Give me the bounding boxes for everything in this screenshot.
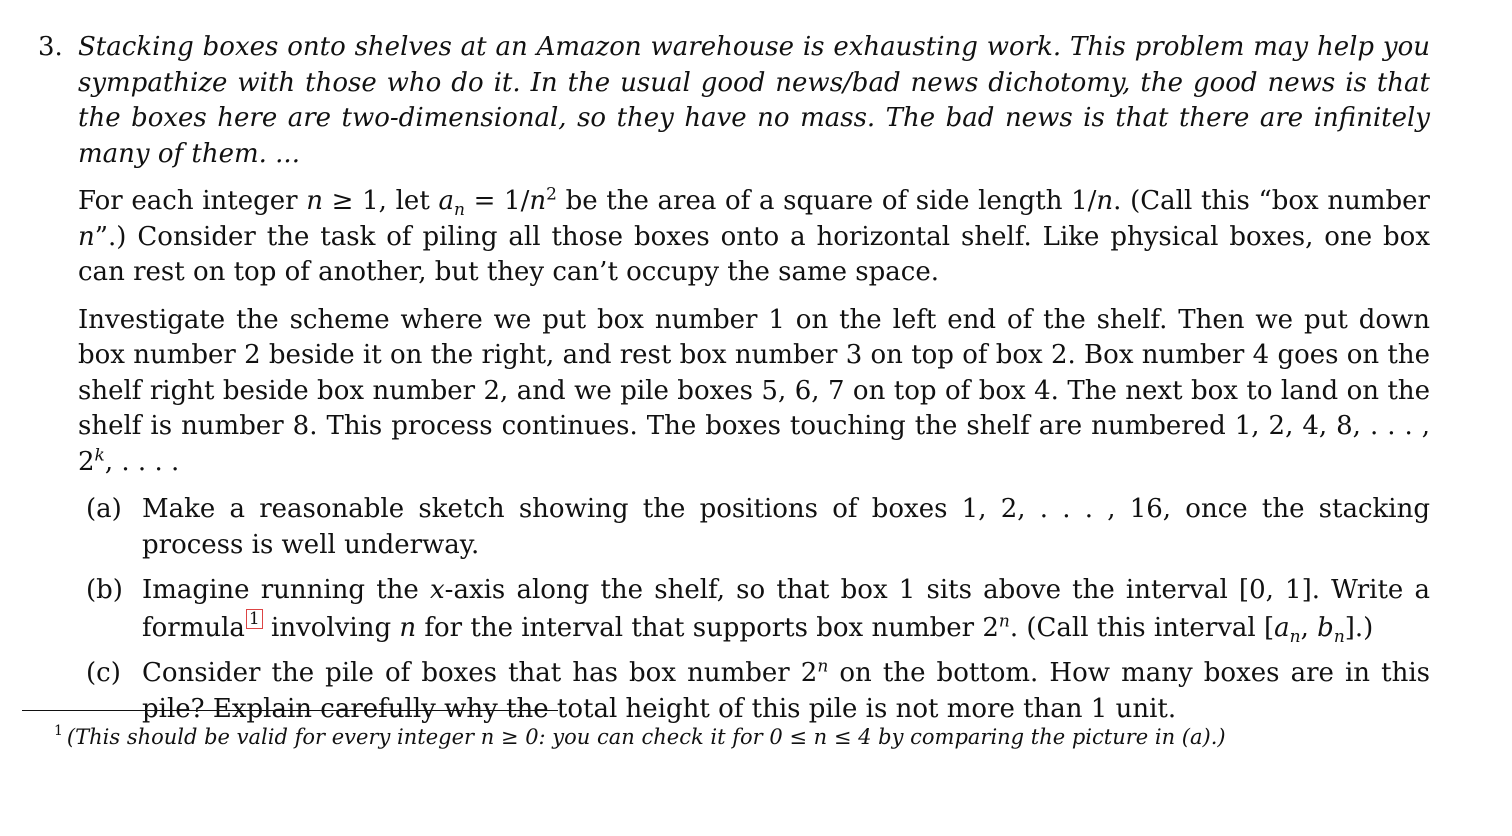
- part-a: [86, 492, 1430, 563]
- footnote-divider: [22, 710, 558, 711]
- paragraph-definition: For each integer n ≥ 1, let $a_n = 1/n^2$ be the area of a square of side length 1/n. (Call this “box number n”.) Consider the task of piling all those boxes onto a horizontal shelf. Like physical boxes, one box can rest on top of another, but they can’t occupy the same space.: [78, 184, 1430, 287]
- footnote: [54, 716, 1226, 752]
- problem-3: [38, 30, 1430, 737]
- problem-intro: Stacking boxes onto shelves at an Amazon warehouse is exhausting work. This problem may help you sympathize with those who do it. In the usual good news/bad news dichotomy, the good news is that the boxes here are two-dimensional, so they have no mass. The bad news is that there are infinitely many of them. ...: [78, 32, 1430, 169]
- part-a-label: (a): [86, 494, 122, 524]
- part-c: (c) Consider the pile of boxes that has box number 2$^n$ on the bottom. How many boxes are in this pile? Explain carefully why the total height of this pile is not more than 1 unit.: [86, 656, 1430, 724]
- part-a-text: Make a reasonable sketch showing the positions of boxes 1, 2, . . . , 16, once the stacking process is well underway.: [142, 494, 1430, 560]
- problem-number: 3.: [38, 32, 63, 62]
- problem-body: [78, 30, 1430, 727]
- part-b: (b) Imagine running the x-axis along the shelf, so that box 1 sits above the interval [0, 1]. Write a formula 1 involving n for the interval that supports box number 2$^n$. (Call this interval [$a_n$, $b_n$].): [86, 575, 1430, 647]
- part-b-label: (b): [86, 575, 123, 605]
- problem-parts: [86, 492, 1430, 727]
- part-c-label: (c): [86, 658, 121, 688]
- paragraph-scheme: Investigate the scheme where we put box number 1 on the left end of the shelf. Then we put down box number 2 beside it on the right, and rest box number 3 on top of box 2. Box number 4 goes on the shelf right beside box number 2, and we pile boxes 5, 6, 7 on top of box 4. The next box to land on the shelf is number 8. This process continues. The boxes touching the shelf are numbered 1, 2, 4, 8, . . . , 2$^k$, . . . .: [78, 304, 1430, 477]
- footnote-number: 1: [54, 723, 63, 739]
- footnote-reference-link[interactable]: 1: [246, 609, 263, 629]
- footnote-text: (This should be valid for every integer n ≥ 0: you can check it for 0 ≤ n ≤ 4 by comparing the picture in (a).): [66, 725, 1226, 749]
